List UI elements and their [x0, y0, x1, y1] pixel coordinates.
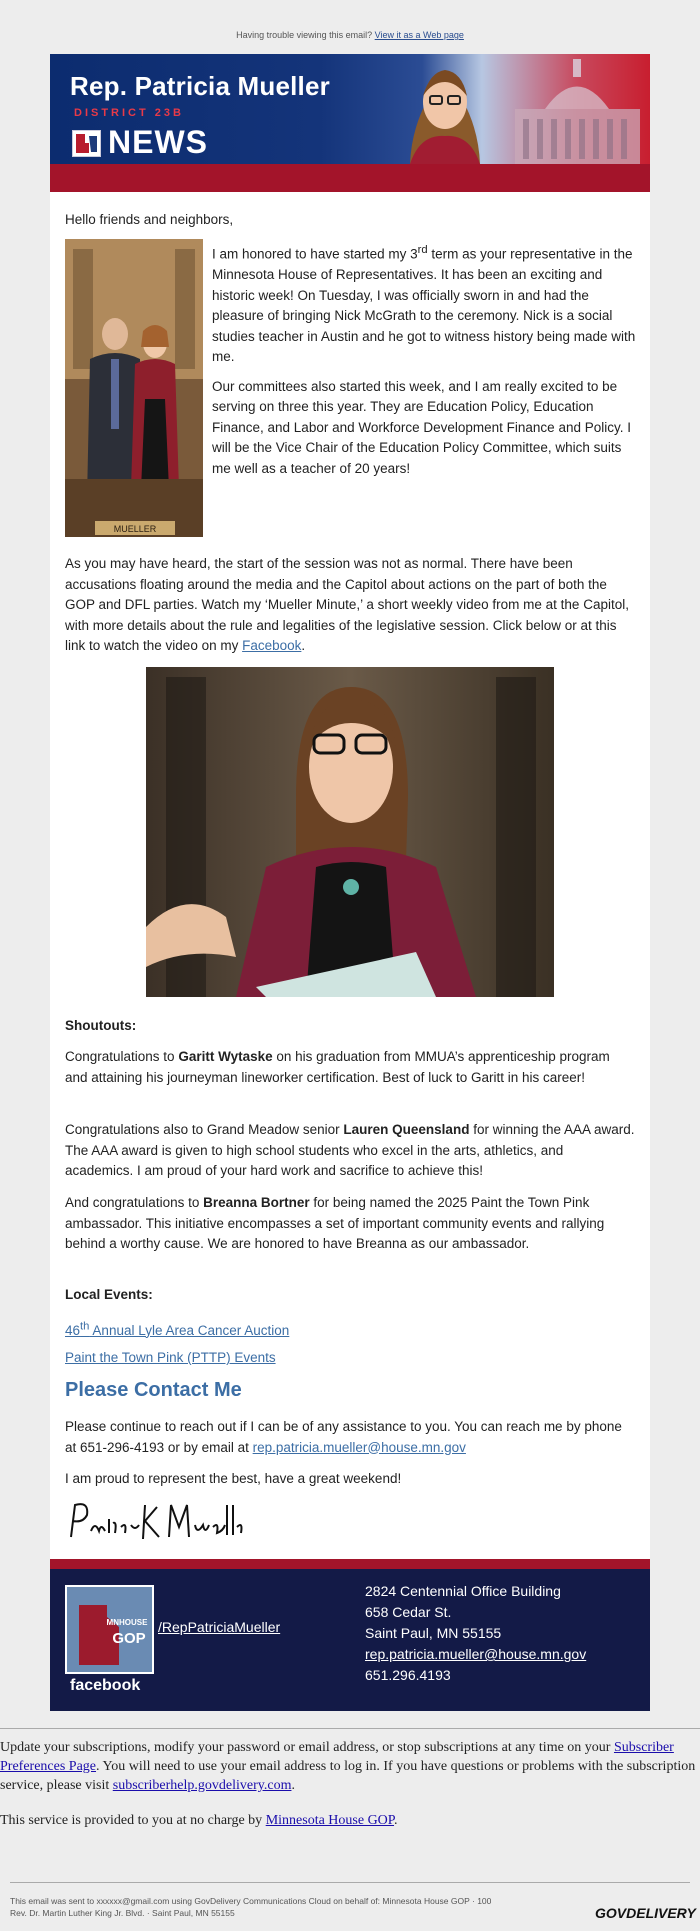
- shoutout-breanna: And congratulations to Breanna Bortner for being named the 2025 Paint the Town Pink ambassador. This initiative encompasses a set of important community events and rallying behind a worthy cause. We are honored to have Breanna as our ambassador.: [65, 1195, 605, 1251]
- office-address: 2824 Centennial Office Building 658 Cedar St. Saint Paul, MN 55155 rep.patricia.mueller@house.mn.gov 651.296.4193: [365, 1581, 586, 1686]
- govdelivery-logo[interactable]: GOVDELIVERY: [595, 1905, 696, 1921]
- contact-email-link[interactable]: rep.patricia.mueller@house.mn.gov: [252, 1439, 466, 1455]
- greeting: Hello friends and neighbors,: [65, 212, 234, 227]
- view-web-page-link[interactable]: View it as a Web page: [374, 30, 464, 40]
- fine-print: This email was sent to xxxxxx@gmail.com using GovDelivery Communications Cloud on behalf of: Minnesota House GOP · 100 Rev. Dr. Martin Luther King Jr. Blvd. · Saint Paul, MN 55155: [10, 1896, 492, 1918]
- mueller-minute-video-thumbnail[interactable]: [146, 667, 554, 997]
- footer-phone: 651.296.4193: [365, 1667, 451, 1683]
- subscription-paragraph: Update your subscriptions, modify your password or email address, or stop subscriptions at any time on your Subscriber Preferences Page. You will need to use your email address to log in. If you have questions or problems with the subscription service, please visit subscriberhelp.govdelivery.com.: [0, 1740, 696, 1793]
- closing-line: I am proud to represent the best, have a great weekend!: [65, 1471, 402, 1486]
- facebook-wordmark: facebook: [70, 1677, 141, 1694]
- shoutout-lauren: Congratulations also to Grand Meadow senior Lauren Queensland for winning the AAA award. The AAA award is given to high school students who excel in the arts, athletics, and academics. I am proud of your hard work and sacrifice to achieve this!: [65, 1122, 635, 1178]
- header-banner: [50, 54, 650, 164]
- service-paragraph: This service is provided to you at no charge by Minnesota House GOP.: [0, 1813, 398, 1828]
- handwritten-signature: [65, 1497, 245, 1547]
- cancer-auction-link[interactable]: 46th Annual Lyle Area Cancer Auction: [65, 1320, 290, 1338]
- capitol-building-image: [505, 54, 650, 164]
- contact-paragraph: Please continue to reach out if I can be of any assistance to you. You can reach me by phone at 651-296-4193 or by email at rep.patricia.mueller@house.mn.gov: [65, 1419, 622, 1455]
- svg-text:MNHOUSE: MNHOUSE: [106, 1618, 148, 1627]
- header-red-bar: [50, 164, 650, 192]
- facebook-handle-link[interactable]: /RepPatriciaMueller: [158, 1619, 281, 1635]
- subscription-notice: [0, 1738, 700, 1830]
- minnesota-house-gop-link[interactable]: Minnesota House GOP: [265, 1813, 395, 1828]
- newsletter-card: [50, 54, 650, 1711]
- divider-bottom: [10, 1882, 690, 1883]
- event-pttp: [65, 1348, 635, 1369]
- photo-nameplate: MUELLER: [113, 524, 157, 534]
- footer-email-link[interactable]: rep.patricia.mueller@house.mn.gov: [365, 1646, 587, 1662]
- minnesota-flag-icon: [72, 130, 101, 157]
- mnhouse-gop-logo[interactable]: [65, 1585, 154, 1674]
- shoutout-garitt: Congratulations to Garitt Wytaske on his graduation from MMUA’s apprenticeship program and attaining his journeyman lineworker certification. Best of luck to Garitt in his career!: [65, 1049, 610, 1085]
- intro-paragraph-2: Our committees also started this week, and I am really excited to be serving on three this year. They are Education Policy, Education Finance, and Labor and Workforce Development Finance and Policy. I will be the Vice Chair of the Education Policy Committee, which suits me well as a teacher of 20 years!: [212, 378, 631, 476]
- svg-text:GOP: GOP: [112, 1630, 146, 1647]
- facebook-link[interactable]: Facebook: [242, 638, 302, 653]
- newsletter-footer: [50, 1559, 650, 1711]
- divider: [0, 1728, 700, 1729]
- rep-portrait-image: [390, 54, 500, 164]
- pttp-events-link[interactable]: Paint the Town Pink (PTTP) Events: [65, 1350, 276, 1365]
- intro-paragraph-1: I am honored to have started my 3rd term as your representative in the Minnesota House of Representatives. It has been an exciting and historic week! On Tuesday, I was officially sworn in and had the pleasure of bringing Nick McGrath to the ceremony. Nick is a social studies teacher in Austin and he got to witness history being made with me.: [212, 244, 636, 364]
- local-events-heading: Local Events:: [65, 1287, 153, 1302]
- subscriber-preferences-link[interactable]: Subscriber Preferences Page: [0, 1740, 674, 1774]
- contact-heading: Please Contact Me: [65, 1379, 242, 1401]
- header-news: NEWS: [108, 124, 208, 160]
- session-paragraph: As you may have heard, the start of the session was not as normal. There have been accusations floating around the media and the Capitol about actions on the part of both the GOP and DFL parties. Watch my ‘Mueller Minute,’ a short weekly video from me at the Capitol, with more details about the rule and legalities of the legislative session. Click below or at this link to watch the video on my Facebook.: [65, 556, 629, 653]
- footer-red-bar: [50, 1559, 650, 1569]
- subscriberhelp-link[interactable]: subscriberhelp.govdelivery.com: [112, 1778, 292, 1793]
- header-district: DISTRICT 23B: [74, 107, 184, 119]
- trouble-viewing-note: Having trouble viewing this email? View it as a Web page: [236, 30, 464, 40]
- event-cancer-auction: [65, 1316, 635, 1341]
- swearing-in-photo: [65, 239, 203, 537]
- intro-section: [212, 240, 637, 479]
- header-name: Rep. Patricia Mueller: [70, 71, 330, 101]
- shoutouts-heading: Shoutouts:: [65, 1018, 137, 1033]
